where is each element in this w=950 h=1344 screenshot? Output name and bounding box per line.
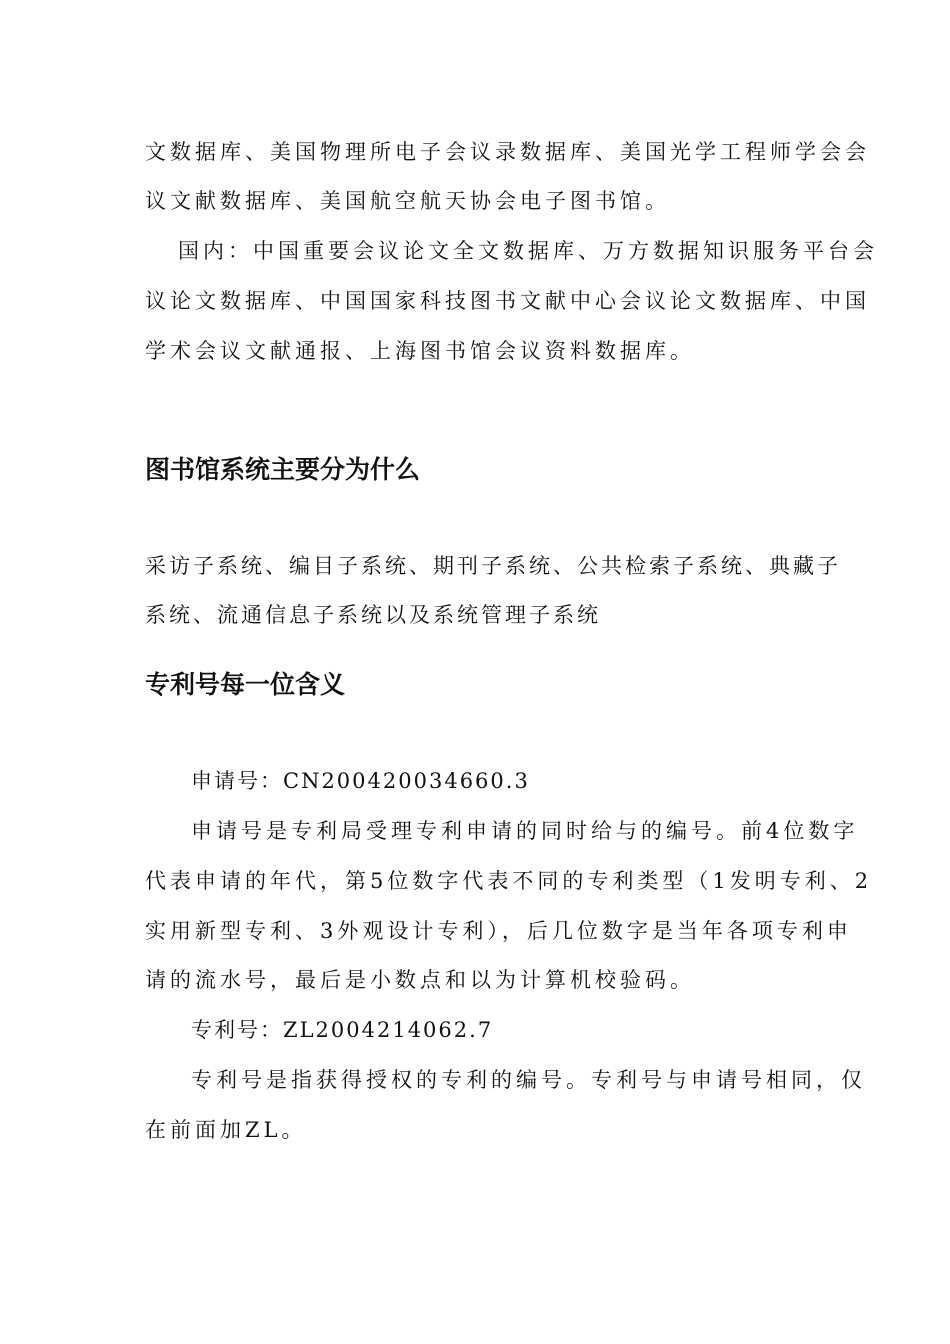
paragraph-line: 实用新型专利、3外观设计专利），后几位数字是当年各项专利申 <box>145 919 852 943</box>
application-number: 申请号：CN200420034660.3 <box>191 769 530 793</box>
paragraph-line: 在前面加ZL。 <box>145 1118 307 1142</box>
paragraph-line: 文数据库、美国物理所电子会议录数据库、美国光学工程师学会会 <box>145 140 870 164</box>
paragraph-line: 议文献数据库、美国航空航天协会电子图书馆。 <box>145 189 670 213</box>
paragraph-line: 专利号是指获得授权的专利的编号。专利号与申请号相同，仅 <box>191 1068 866 1092</box>
paragraph-line: 采访子系统、编目子系统、期刊子系统、公共检索子系统、典藏子 <box>145 554 841 578</box>
paragraph-line: 议论文数据库、中国国家科技图书文献中心会议论文数据库、中国 <box>145 289 870 313</box>
paragraph-line: 学术会议文献通报、上海图书馆会议资料数据库。 <box>145 339 695 363</box>
patent-number: 专利号：ZL2004214062.7 <box>191 1018 494 1042</box>
paragraph-line: 申请号是专利局受理专利申请的同时给与的编号。前4位数字 <box>191 819 859 843</box>
section-heading: 图书馆系统主要分为什么 <box>145 455 421 484</box>
section-heading: 专利号每一位含义 <box>145 670 346 699</box>
paragraph-line: 国内：中国重要会议论文全文数据库、万方数据知识服务平台会 <box>178 239 878 263</box>
paragraph-line: 系统、流通信息子系统以及系统管理子系统 <box>145 603 601 627</box>
paragraph-line: 请的流水号，最后是小数点和以为计算机校验码。 <box>145 968 695 992</box>
paragraph-line: 代表申请的年代，第5位数字代表不同的专利类型（1发明专利、2 <box>145 869 873 893</box>
